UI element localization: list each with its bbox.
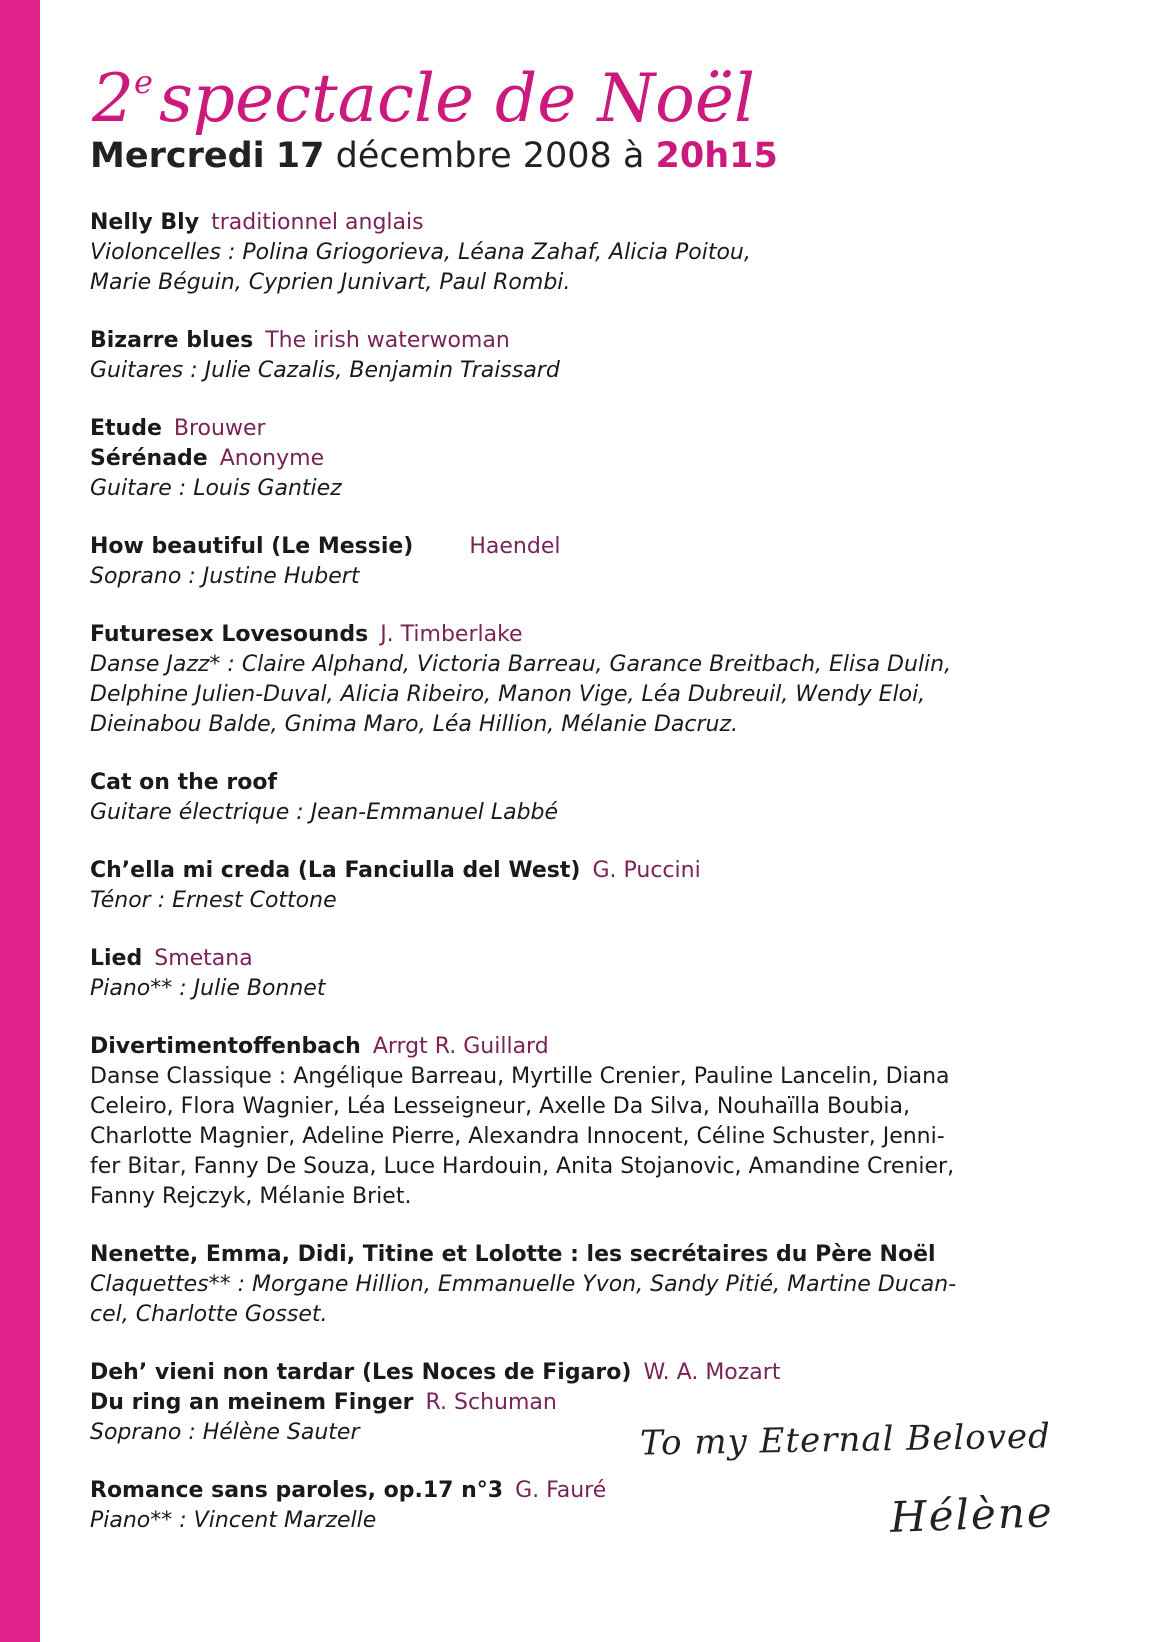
piece-title: How beautiful (Le Messie) bbox=[90, 534, 414, 559]
program-title-line bbox=[90, 532, 1090, 562]
program-title-line bbox=[90, 208, 1090, 238]
piece-title: Bizarre blues bbox=[90, 328, 254, 353]
composer-name: R. Schuman bbox=[425, 1390, 557, 1415]
program-title-line bbox=[90, 768, 1090, 798]
program-title-line bbox=[90, 1032, 1090, 1062]
composer-name: Arrgt R. Guillard bbox=[372, 1034, 549, 1059]
composer-name: Brouwer bbox=[173, 416, 266, 441]
program-item bbox=[90, 208, 1090, 298]
performers-line: Celeiro, Flora Wagnier, Léa Lesseigneur, Axelle Da Silva, Nouhaïlla Boubia, bbox=[90, 1094, 911, 1119]
program-item bbox=[90, 1032, 1090, 1212]
event-time: 20h15 bbox=[655, 136, 778, 176]
performers-line: Violoncelles : Polina Griogorieva, Léana Zahaf, Alicia Poitou, bbox=[90, 240, 751, 265]
event-date bbox=[90, 132, 778, 180]
performers-line: Marie Béguin, Cyprien Junivart, Paul Rombi. bbox=[90, 270, 571, 295]
program-item bbox=[90, 532, 1090, 592]
composer-name: G. Fauré bbox=[515, 1478, 607, 1503]
program-title-line bbox=[90, 1240, 1090, 1270]
program-item bbox=[90, 768, 1090, 828]
performers-line: Charlotte Magnier, Adeline Pierre, Alexandra Innocent, Céline Schuster, Jenni- bbox=[90, 1124, 945, 1149]
composer-name: G. Puccini bbox=[592, 858, 701, 883]
performers-line: Claquettes** : Morgane Hillion, Emmanuelle Yvon, Sandy Pitié, Martine Ducan- bbox=[90, 1272, 957, 1297]
program-title-line bbox=[90, 944, 1090, 974]
piece-title: Sérénade bbox=[90, 446, 208, 471]
handwritten-signature: Hélène bbox=[889, 1487, 1055, 1542]
program-title-line bbox=[90, 856, 1090, 886]
piece-title: Romance sans paroles, op.17 n°3 bbox=[90, 1478, 504, 1503]
composer-name: Smetana bbox=[154, 946, 253, 971]
piece-title: Lied bbox=[90, 946, 143, 971]
performers-line: fer Bitar, Fanny De Souza, Luce Hardouin, Anita Stojanovic, Amandine Crenier, bbox=[90, 1154, 955, 1179]
program-title-line bbox=[90, 1388, 1090, 1418]
composer-name: J. Timberlake bbox=[380, 622, 523, 647]
performers-line: Danse Classique : Angélique Barreau, Myrtille Crenier, Pauline Lancelin, Diana bbox=[90, 1064, 950, 1089]
composer-name: Haendel bbox=[469, 534, 561, 559]
program-item bbox=[90, 944, 1090, 1004]
composer-name: traditionnel anglais bbox=[211, 210, 424, 235]
piece-title: Etude bbox=[90, 416, 162, 441]
composer-name: Anonyme bbox=[219, 446, 325, 471]
piece-title: Nenette, Emma, Didi, Titine et Lolotte : les secrétaires du Père Noël bbox=[90, 1242, 936, 1267]
piece-title: Cat on the roof bbox=[90, 770, 278, 795]
performers-line: Danse Jazz* : Claire Alphand, Victoria Barreau, Garance Breitbach, Elisa Dulin, bbox=[90, 652, 952, 677]
piece-title: Deh’ vieni non tardar (Les Noces de Figaro) bbox=[90, 1360, 632, 1385]
performers-line: Guitares : Julie Cazalis, Benjamin Traissard bbox=[90, 358, 560, 383]
performers-line: Piano** : Julie Bonnet bbox=[90, 976, 326, 1001]
performers-line: Delphine Julien-Duval, Alicia Ribeiro, Manon Vige, Léa Dubreuil, Wendy Eloi, bbox=[90, 682, 926, 707]
performers-line: Guitare : Louis Gantiez bbox=[90, 476, 342, 501]
performers-line: Dieinabou Balde, Gnima Maro, Léa Hillion, Mélanie Dacruz. bbox=[90, 712, 739, 737]
title-ordinal-suffix: e bbox=[134, 63, 153, 101]
composer-name: The irish waterwoman bbox=[265, 328, 510, 353]
program-item bbox=[90, 620, 1090, 740]
performers-line: Fanny Rejczyk, Mélanie Briet. bbox=[90, 1184, 412, 1209]
program-item bbox=[90, 326, 1090, 386]
program-title-line bbox=[90, 414, 1090, 444]
event-date-number: 17 bbox=[275, 136, 325, 176]
performers-line: Soprano : Justine Hubert bbox=[90, 564, 360, 589]
title-ordinal: 2 bbox=[92, 60, 134, 137]
performers-line: Soprano : Hélène Sauter bbox=[90, 1420, 360, 1445]
handwritten-dedication: To my Eternal Beloved bbox=[639, 1416, 1052, 1464]
title-text: spectacle de Noël bbox=[158, 60, 755, 137]
program-title-line bbox=[90, 1358, 1090, 1388]
program-title-line bbox=[90, 620, 1090, 650]
program-item bbox=[90, 1240, 1090, 1330]
program-list bbox=[90, 208, 1090, 1564]
performers-line: Guitare électrique : Jean-Emmanuel Labbé bbox=[90, 800, 559, 825]
composer-name: W. A. Mozart bbox=[643, 1360, 781, 1385]
program-item bbox=[90, 414, 1090, 504]
decorative-pink-bar bbox=[0, 0, 40, 1642]
program-title-line bbox=[90, 444, 1090, 474]
event-day: Mercredi bbox=[90, 136, 265, 176]
performers-line: cel, Charlotte Gosset. bbox=[90, 1302, 328, 1327]
program-item bbox=[90, 856, 1090, 916]
piece-title: Ch’ella mi creda (La Fanciulla del West) bbox=[90, 858, 581, 883]
piece-title: Nelly Bly bbox=[90, 210, 200, 235]
performers-line: Ténor : Ernest Cottone bbox=[90, 888, 337, 913]
page-title bbox=[92, 42, 755, 139]
piece-title: Divertimentoffenbach bbox=[90, 1034, 361, 1059]
piece-title: Futuresex Lovesounds bbox=[90, 622, 369, 647]
program-title-line bbox=[90, 326, 1090, 356]
event-month-year: décembre 2008 à bbox=[335, 136, 645, 176]
performers-line: Piano** : Vincent Marzelle bbox=[90, 1508, 377, 1533]
piece-title: Du ring an meinem Finger bbox=[90, 1390, 414, 1415]
